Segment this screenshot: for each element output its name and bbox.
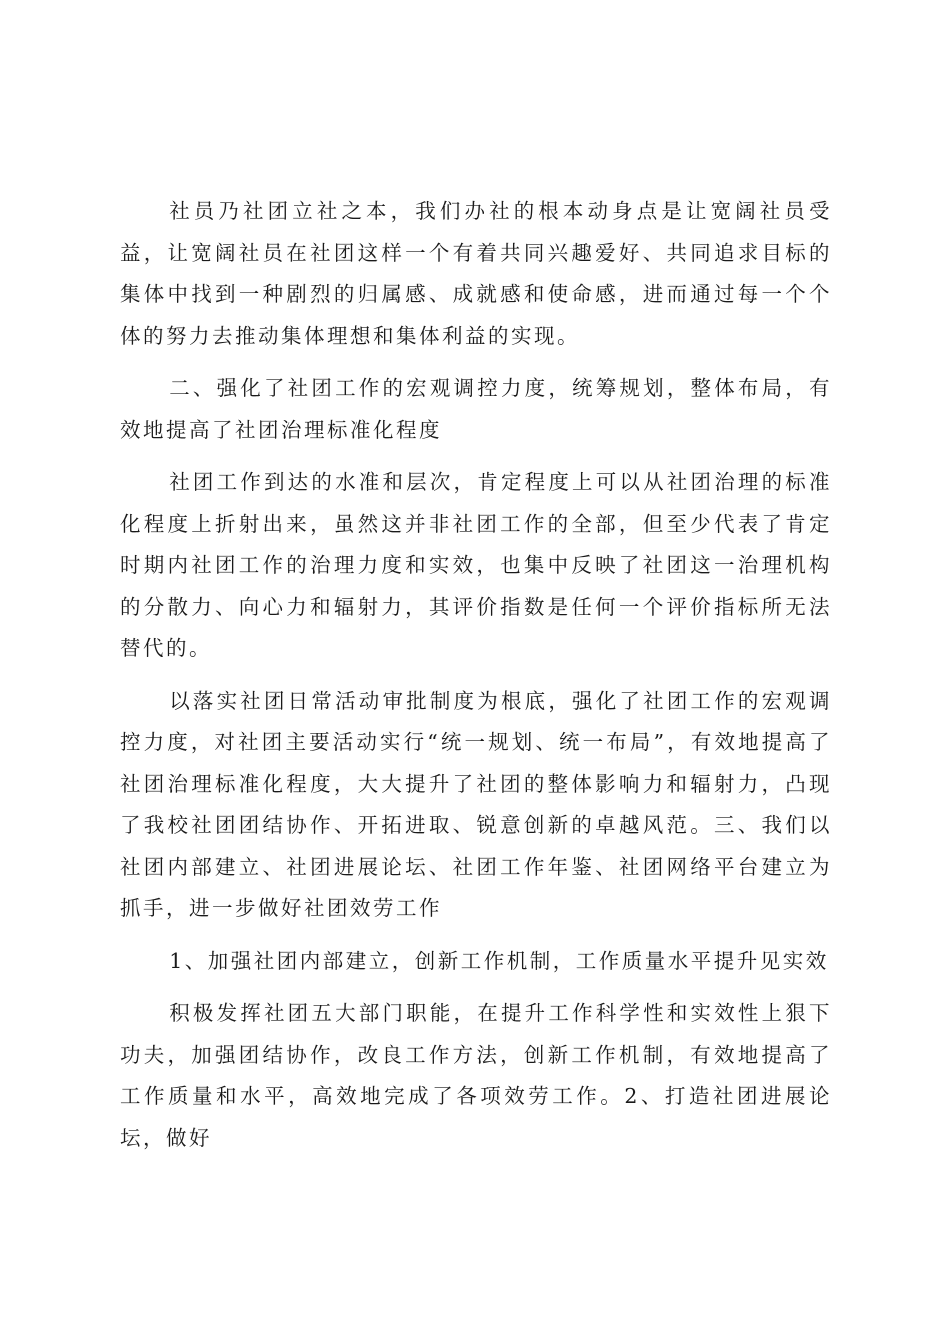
paragraph-approval-system: 以落实社团日常活动审批制度为根底，强化了社团工作的宏观调控力度，对社团主要活动实行“统一规划、统一布局”，有效地提高了社团治理标准化程度，大大提升了社团的整体影响力和辐射力，凸现了我校社团团结协作、开拓进取、锐意创新的卓越风范。三、我们以社团内部建立、社团进展论坛、社团工作年鉴、社团网络平台建立为抓手，进一步做好社团效劳工作 — [120, 688, 832, 920]
heading-section-two: 二、强化了社团工作的宏观调控力度，统筹规划，整体布局，有效地提高了社团治理标准化程度 — [120, 376, 832, 442]
paragraph-departments: 积极发挥社团五大部门职能，在提升工作科学性和实效性上狠下功夫，加强团结协作，改良工作方法，创新工作机制，有效地提高了工作质量和水平，高效地完成了各项效劳工作。2、打造社团进展论坛，做好 — [120, 1001, 832, 1150]
paragraph-members: 社员乃社团立社之本，我们办社的根本动身点是让宽阔社员受益，让宽阔社员在社团这样一个有着共同兴趣爱好、共同追求目标的集体中找到一种剧烈的归属感、成就感和使命感，进而通过每一个个体的努力去推动集体理想和集体利益的实现。 — [120, 199, 832, 348]
paragraph-standardization: 社团工作到达的水准和层次，肯定程度上可以从社团治理的标准化程度上折射出来，虽然这并非社团工作的全部，但至少代表了肯定时期内社团工作的治理力度和实效，也集中反映了社团这一治理机构的分散力、向心力和辐射力，其评价指数是任何一个评价指标所无法替代的。 — [120, 470, 832, 660]
document-body — [120, 191, 832, 1170]
heading-subsection-one: 1、加强社团内部建立，创新工作机制，工作质量水平提升见实效 — [169, 948, 829, 973]
